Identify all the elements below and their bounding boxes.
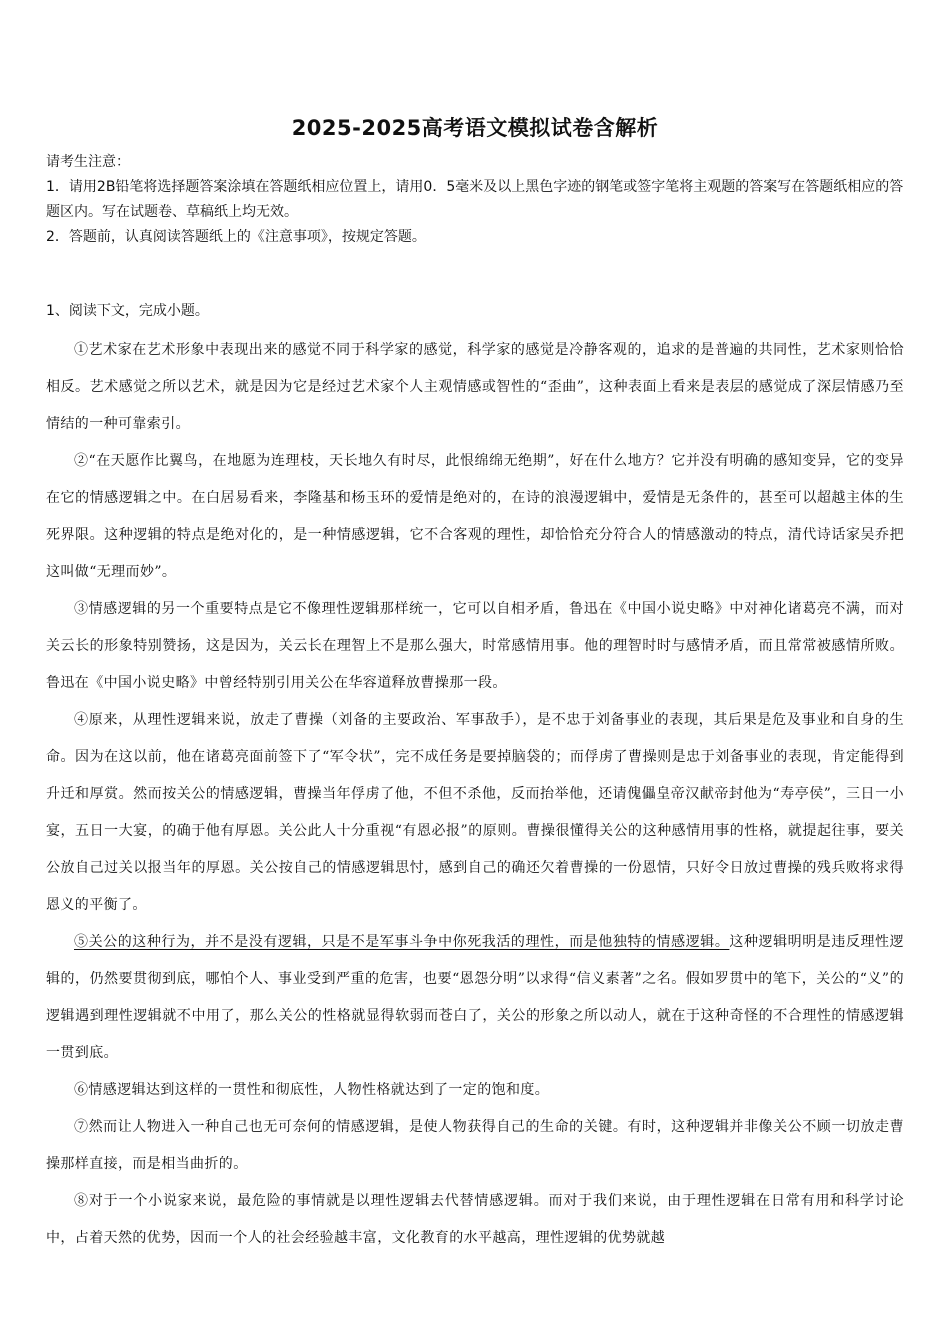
question-heading: 1、阅读下文，完成小题。 <box>46 303 209 319</box>
page-title: 2025-2025高考语文模拟试卷含解析 <box>291 116 659 140</box>
paragraph-5 <box>46 924 904 1072</box>
notice-heading: 请考生注意： <box>46 154 130 170</box>
paragraph-8: ⑧对于一个小说家来说，最危险的事情就是以理性逻辑去代替情感逻辑。而对于我们来说，由于理性逻辑在日常有用和科学讨论中，占着天然的优势，因而一个人的社会经验越丰富，文化教育的水平越高，理性逻辑的优势就越 <box>46 1193 904 1246</box>
paragraph-3: ③情感逻辑的另一个重要特点是它不像理性逻辑那样统一，它可以自相矛盾，鲁迅在《中国小说史略》中对神化诸葛亮不满，而对关云长的形象特别赞扬，这是因为，关云长在理智上不是那么强大，时常感情用事。他的理智时时与感情矛盾，而且常常被感情所败。鲁迅在《中国小说史略》中曾经特别引用关公在华容道释放曹操那一段。 <box>46 601 904 691</box>
paragraph-1: ①艺术家在艺术形象中表现出来的感觉不同于科学家的感觉，科学家的感觉是冷静客观的，追求的是普遍的共同性，艺术家则恰恰相反。艺术感觉之所以艺术，就是因为它是经过艺术家个人主观情感或智性的“歪曲”，这种表面上看来是表层的感觉成了深层情感乃至情结的一种可靠索引。 <box>46 342 904 432</box>
paragraph-2: ②“在天愿作比翼鸟，在地愿为连理枝，天长地久有时尽，此恨绵绵无绝期”，好在什么地方？它并没有明确的感知变异，它的变异在它的情感逻辑之中。在白居易看来，李隆基和杨玉环的爱情是绝对的，在诗的浪漫逻辑中，爱情是无条件的，甚至可以超越主体的生死界限。这种逻辑的特点是绝对化的，是一种情感逻辑，它不合客观的理性，却恰恰充分符合人的情感激动的特点，清代诗话家吴乔把这叫做“无理而妙”。 <box>46 453 904 580</box>
notice-block <box>46 150 904 250</box>
paragraph-5-rest: 这种逻辑明明是违反理性逻辑的，仍然要贯彻到底，哪怕个人、事业受到严重的危害，也要“恩怨分明”以求得“信义素著”之名。假如罗贯中的笔下，关公的“义”的逻辑遇到理性逻辑就不中用了，那么关公的性格就显得软弱而苍白了，关公的形象之所以动人，就在于这种奇怪的不合理性的情感逻辑一贯到底。 <box>46 934 904 1061</box>
paragraph-4: ④原来，从理性逻辑来说，放走了曹操（刘备的主要政治、军事敌手），是不忠于刘备事业的表现，其后果是危及事业和自身的生命。因为在这以前，他在诸葛亮面前签下了“军令状”，完不成任务是要掉脑袋的；而俘虏了曹操则是忠于刘备事业的表现，肯定能得到升迁和厚赏。然而按关公的情感逻辑，曹操当年俘虏了他，不但不杀他，反而抬举他，还请傀儡皇帝汉献帝封他为“寿亭侯”，三日一小宴，五日一大宴，的确于他有厚恩。关公此人十分重视“有恩必报”的原则。曹操很懂得关公的这种感情用事的性格，就提起往事，要关公放自己过关以报当年的厚恩。关公按自己的情感逻辑思忖，感到自己的确还欠着曹操的一份恩情，只好令日放过曹操的残兵败将求得恩义的平衡了。 <box>46 712 904 913</box>
paragraph-7: ⑦然而让人物进入一种自己也无可奈何的情感逻辑，是使人物获得自己的生命的关键。有时，这种逻辑并非像关公不顾一切放走曹操那样直接，而是相当曲折的。 <box>46 1119 904 1172</box>
notice-item: 1．请用2B铅笔将选择题答案涂填在答题纸相应位置上，请用0．5毫米及以上黑色字迹的钢笔或签字笔将主观题的答案写在答题纸相应的答题区内。写在试题卷、草稿纸上均无效。 <box>46 179 904 220</box>
underlined-sentence: ⑤关公的这种行为，并不是没有逻辑，只是不是军事斗争中你死我活的理性，而是他独特的情感逻辑。 <box>74 934 730 950</box>
notice-item: 2．答题前，认真阅读答题纸上的《注意事项》，按规定答题。 <box>46 229 426 245</box>
reading-passage <box>46 332 904 1257</box>
paragraph-6: ⑥情感逻辑达到这样的一贯性和彻底性，人物性格就达到了一定的饱和度。 <box>74 1082 550 1098</box>
